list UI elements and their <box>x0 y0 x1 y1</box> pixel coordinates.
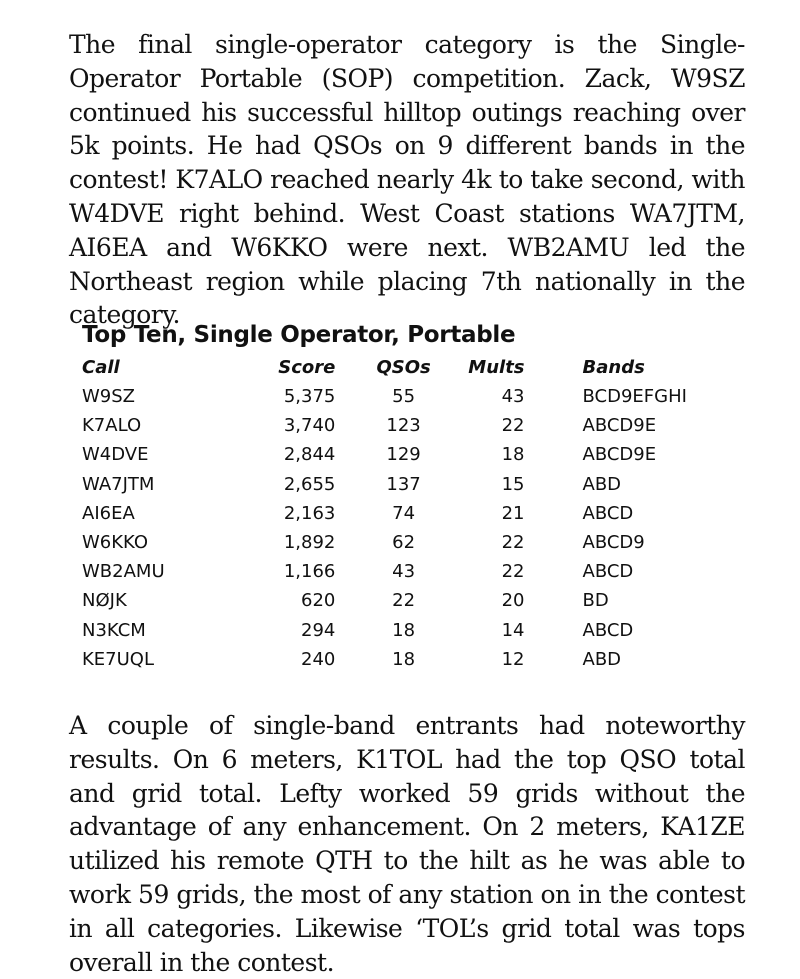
cell-qsos: 55 <box>392 386 416 408</box>
cell-qsos: 137 <box>386 473 421 495</box>
cell-call: W4DVE <box>82 444 149 466</box>
cell-score: 2,844 <box>283 444 336 466</box>
table-row <box>82 382 722 411</box>
results-table-block <box>82 322 722 674</box>
cell-call: AI6EA <box>82 502 135 524</box>
table-row <box>82 411 722 440</box>
cell-call: W6KKO <box>82 532 149 554</box>
cell-score: 5,375 <box>283 386 336 408</box>
cell-score: 2,163 <box>283 502 336 524</box>
table-row <box>82 645 722 674</box>
cell-bands: ABCD <box>582 502 634 524</box>
cell-bands: ABCD9E <box>582 444 657 466</box>
intro-paragraph: The final single-operator category is the Single-Operator Portable (SOP) competition. Zack, W9SZ continued his successful hilltop outings reaching over 5k points. He had QSOs on 9 different bands in the contest! K7ALO reached nearly 4k to take second, with W4DVE right behind. West Coast stations WA7JTM, AI6EA and W6KKO were next. WB2AMU led the Northeast region while placing 7th nationally in the category. <box>69 30 745 330</box>
cell-call: WB2AMU <box>82 561 165 583</box>
cell-mults: 15 <box>501 473 525 495</box>
cell-qsos: 129 <box>386 444 421 466</box>
cell-call: KE7UQL <box>82 648 154 670</box>
cell-bands: ABCD9 <box>582 532 645 554</box>
header-score: Score <box>278 356 336 378</box>
cell-mults: 43 <box>501 386 525 408</box>
cell-score: 620 <box>301 590 336 612</box>
cell-mults: 12 <box>501 648 525 670</box>
table-row <box>82 586 722 615</box>
cell-mults: 22 <box>501 415 525 437</box>
table-header-row <box>82 352 722 382</box>
cell-qsos: 74 <box>392 502 416 524</box>
cell-bands: BD <box>582 590 609 612</box>
cell-qsos: 62 <box>392 532 416 554</box>
table-row <box>82 470 722 499</box>
cell-mults: 21 <box>501 502 525 524</box>
cell-call: K7ALO <box>82 415 142 437</box>
table-row <box>82 528 722 557</box>
cell-qsos: 22 <box>392 590 416 612</box>
cell-call: N3KCM <box>82 619 146 641</box>
table-row <box>82 440 722 469</box>
header-bands: Bands <box>582 356 645 378</box>
cell-score: 3,740 <box>283 415 336 437</box>
cell-score: 1,892 <box>283 532 336 554</box>
table-row <box>82 557 722 586</box>
cell-bands: ABCD9E <box>582 415 657 437</box>
cell-score: 1,166 <box>283 561 336 583</box>
cell-mults: 22 <box>501 532 525 554</box>
cell-call: WA7JTM <box>82 473 155 495</box>
cell-bands: ABD <box>582 473 622 495</box>
cell-call: W9SZ <box>82 386 136 408</box>
cell-qsos: 123 <box>386 415 421 437</box>
cell-qsos: 18 <box>392 619 416 641</box>
cell-qsos: 43 <box>392 561 416 583</box>
cell-qsos: 18 <box>392 648 416 670</box>
cell-mults: 22 <box>501 561 525 583</box>
cell-score: 294 <box>301 619 336 641</box>
cell-mults: 18 <box>501 444 525 466</box>
header-call: Call <box>82 356 120 378</box>
cell-score: 240 <box>301 648 336 670</box>
cell-bands: ABCD <box>582 561 634 583</box>
cell-bands: ABCD <box>582 619 634 641</box>
table-row <box>82 616 722 645</box>
outro-paragraph: A couple of single-band entrants had noteworthy results. On 6 meters, K1TOL had the top QSO total and grid total. Lefty worked 59 grids without the advantage of any enhancement. On 2 meters, KA1ZE utilized his remote QTH to the hilt as he was able to work 59 grids, the most of any station on in the contest in all categories. Likewise ‘TOL’s grid total was tops overall in the contest. <box>69 711 745 977</box>
header-qsos: QSOs <box>376 356 431 378</box>
cell-call: NØJK <box>82 590 127 612</box>
cell-bands: BCD9EFGHI <box>582 386 687 408</box>
header-mults: Mults <box>468 356 525 378</box>
results-table <box>82 352 722 674</box>
table-row <box>82 499 722 528</box>
cell-mults: 20 <box>501 590 525 612</box>
cell-score: 2,655 <box>283 473 336 495</box>
cell-bands: ABD <box>582 648 622 670</box>
table-title: Top Ten, Single Operator, Portable <box>82 322 516 348</box>
cell-mults: 14 <box>501 619 525 641</box>
